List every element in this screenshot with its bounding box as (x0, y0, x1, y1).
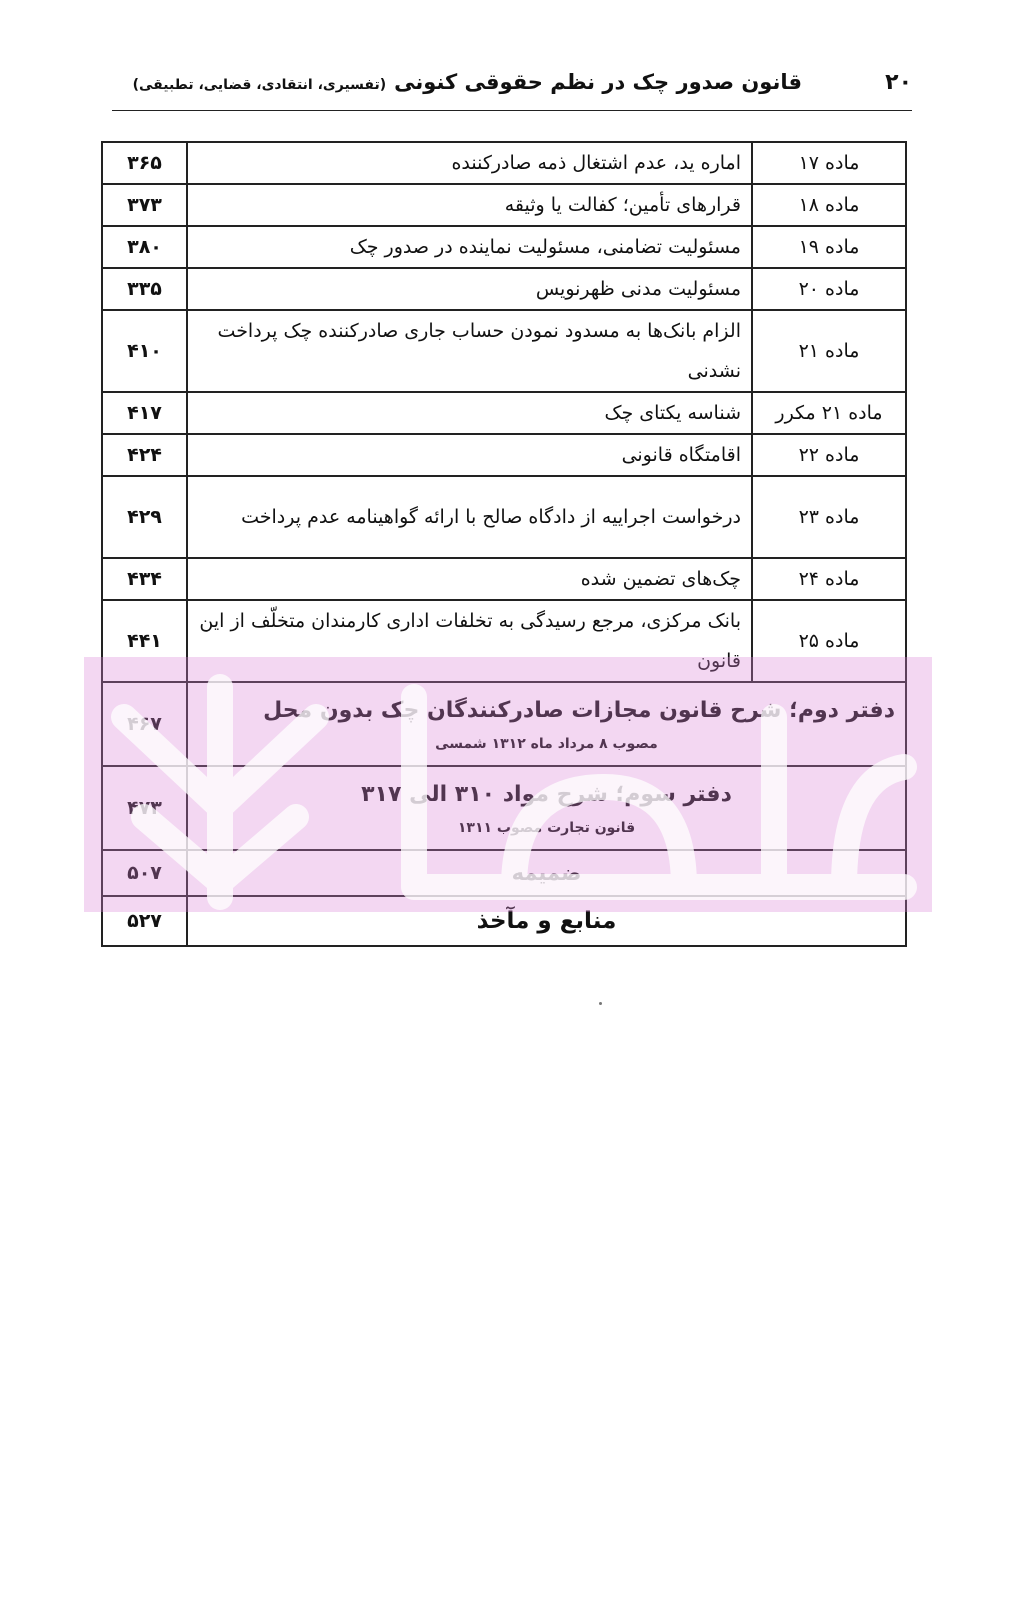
toc-title: مسئولیت تضامنی، مسئولیت نماینده در صدور چک (187, 226, 752, 268)
section-cell (187, 682, 906, 766)
toc-article: ماده ۲۰ (752, 268, 906, 310)
page-header (112, 66, 912, 106)
toc-row (102, 268, 906, 310)
toc-title: اقامتگاه قانونی (187, 434, 752, 476)
toc-page: ۴۲۴ (102, 434, 187, 476)
appendix-row (102, 850, 906, 896)
toc-row (102, 310, 906, 392)
toc-row (102, 476, 906, 558)
toc-title: الزام بانک‌ها به مسدود نمودن حساب جاری صادرکننده چک پرداخت نشدنی (187, 310, 752, 392)
section-page: ۴۶۷ (102, 682, 187, 766)
toc-article: ماده ۲۴ (752, 558, 906, 600)
toc-article: ماده ۲۵ (752, 600, 906, 682)
section-cell (187, 766, 906, 850)
references-title: منابع و مآخذ (187, 896, 906, 946)
scan-speck (599, 1002, 602, 1005)
toc-page: ۴۲۹ (102, 476, 187, 558)
toc-row (102, 392, 906, 434)
section-title: دفتر سوم؛ شرح مواد ۳۱۰ الی ۳۱۷ (361, 782, 732, 807)
references-row (102, 896, 906, 946)
toc-title: چک‌های تضمین شده (187, 558, 752, 600)
toc-article: ماده ۱۹ (752, 226, 906, 268)
appendix-title: ضمیمه (187, 850, 906, 896)
toc-article: ماده ۲۱ (752, 310, 906, 392)
toc-page: ۴۴۱ (102, 600, 187, 682)
toc-article: ماده ۱۸ (752, 184, 906, 226)
toc-page: ۴۱۰ (102, 310, 187, 392)
toc-title: بانک مرکزی، مرجع رسیدگی به تخلفات اداری کارمندان متخلّف از این قانون (187, 600, 752, 682)
toc-page: ۴۳۴ (102, 558, 187, 600)
toc-row (102, 142, 906, 184)
toc-article: ماده ۱۷ (752, 142, 906, 184)
toc-title: قرارهای تأمین؛ کفالت یا وثیقه (187, 184, 752, 226)
section-subtitle: قانون تجارت مصوب ۱۳۱۱ (457, 820, 636, 836)
toc-row (102, 226, 906, 268)
toc-row (102, 434, 906, 476)
toc-page: ۳۸۰ (102, 226, 187, 268)
running-title-subtitle: (تفسیری، انتقادی، قضایی، تطبیقی) (132, 77, 387, 93)
toc-title: شناسه یکتای چک (187, 392, 752, 434)
section-title: دفتر دوم؛ شرح قانون مجازات صادرکنندگان چک بدون محل (263, 698, 895, 723)
toc-row (102, 558, 906, 600)
toc-article: ماده ۲۲ (752, 434, 906, 476)
toc-page: ۳۶۵ (102, 142, 187, 184)
toc-row (102, 184, 906, 226)
toc-title: درخواست اجراییه از دادگاه صالح با ارائه گواهینامه عدم پرداخت (187, 476, 752, 558)
running-title-main: قانون صدور چک در نظم حقوقی کنونی (394, 70, 802, 94)
toc-page: ۳۷۳ (102, 184, 187, 226)
section-page: ۴۷۳ (102, 766, 187, 850)
toc-title: مسئولیت مدنی ظهرنویس (187, 268, 752, 310)
toc-article: ماده ۲۱ مکرر (752, 392, 906, 434)
toc-page: ۴۱۷ (102, 392, 187, 434)
references-page: ۵۲۷ (102, 896, 187, 946)
running-title (133, 70, 802, 94)
toc-row (102, 600, 906, 682)
section-row (102, 682, 906, 766)
section-row (102, 766, 906, 850)
toc-page: ۳۳۵ (102, 268, 187, 310)
toc-title: اماره ید، عدم اشتغال ذمه صادرکننده (187, 142, 752, 184)
table-of-contents (101, 141, 907, 947)
header-rule (112, 110, 912, 111)
section-subtitle: مصوب ۸ مرداد ماه ۱۳۱۲ شمسی (435, 736, 658, 752)
page-number: ۲۰ (885, 70, 912, 95)
appendix-page: ۵۰۷ (102, 850, 187, 896)
toc-article: ماده ۲۳ (752, 476, 906, 558)
